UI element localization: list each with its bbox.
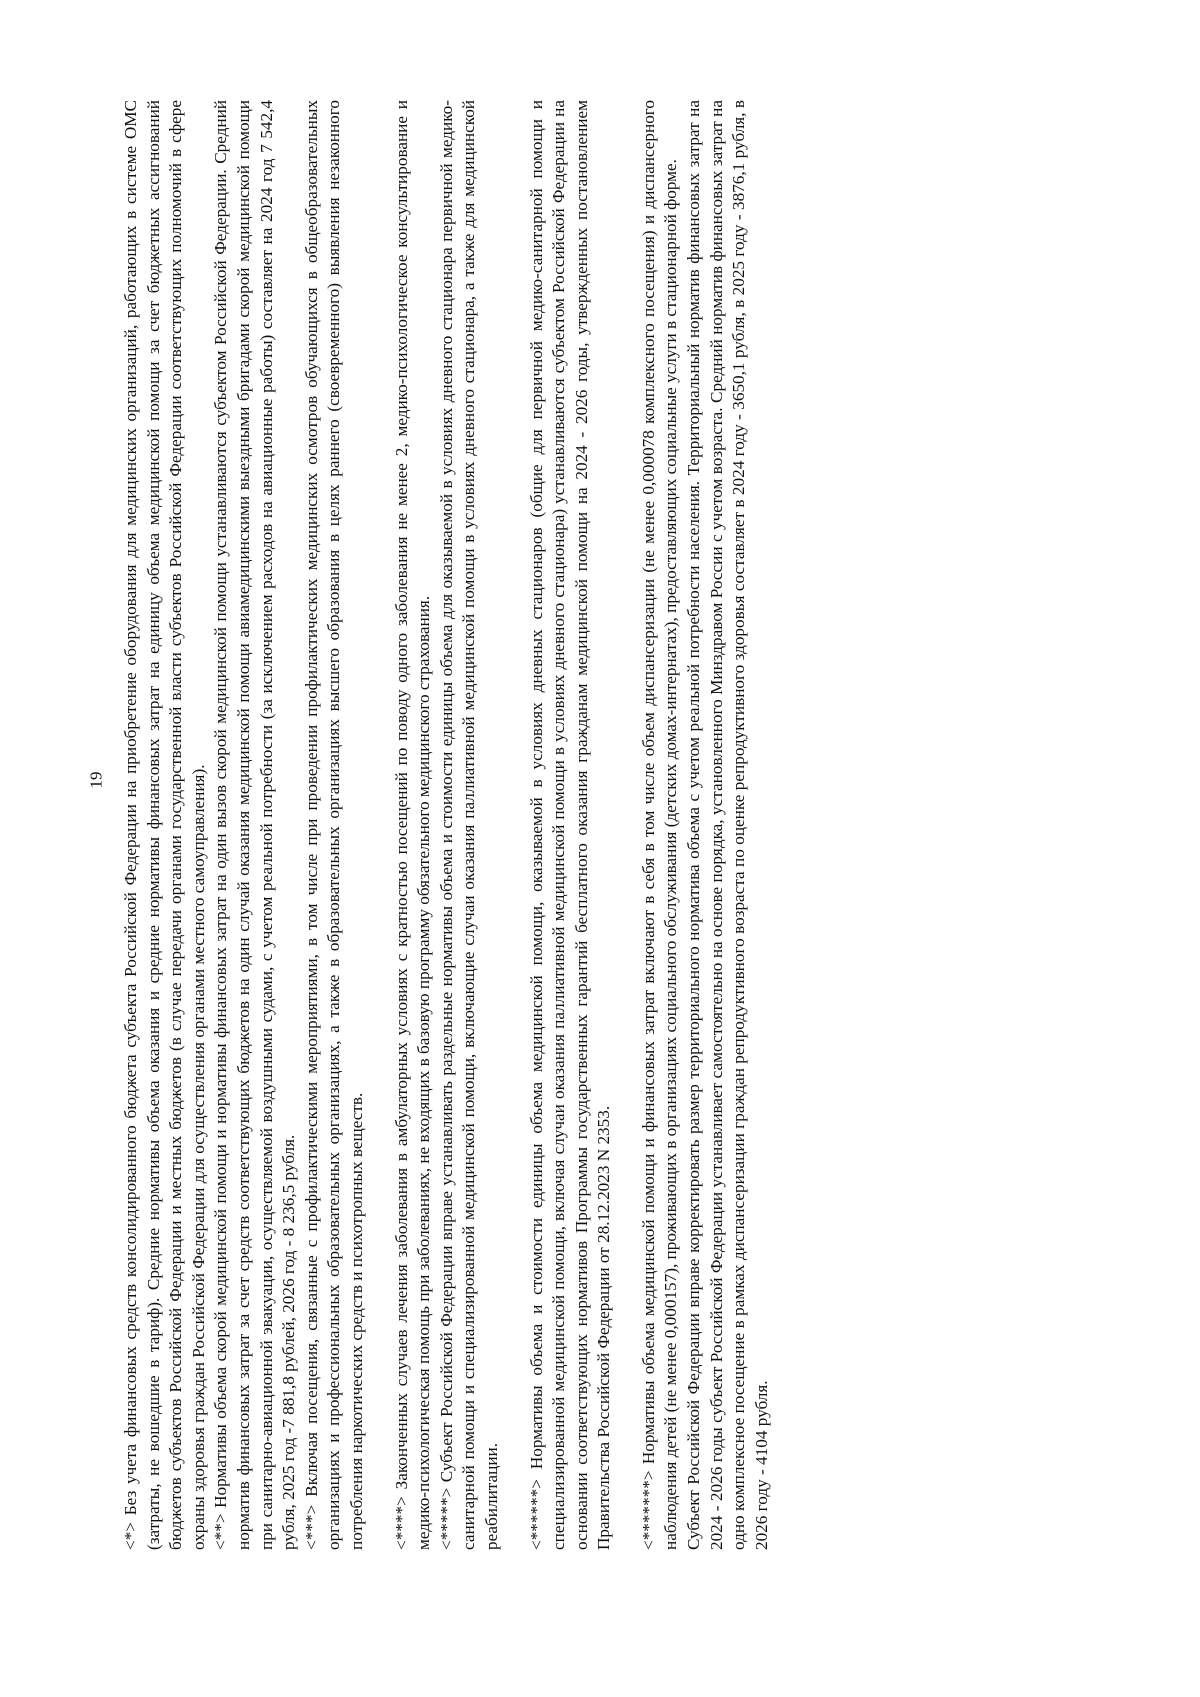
footnote-marker: <***>: [301, 1504, 321, 1550]
final-paragraph: Субъект Российской Федерации вправе корректировать размер территориального норматива объема с учетом реальной потребности населения. Территориальный норматив финансовых затрат на 2024 - 2026 годы субъект Российской Федерации устанавливает самостоятельно на основе порядка, установленного Минздравом России с учетом возраста. Средний норматив финансовых затрат на одно комплексное посещение в рамках диспансеризации граждан репродуктивного возраста по оценке репродуктивного здоровья составляет в 2024 году - 3650,1 рубля, в 2025 году - 3876,1 рубля, в 2026 году - 4104 рубля.: [684, 100, 771, 1550]
page-number: 19: [86, 771, 106, 789]
footnotes-block: [120, 100, 1060, 1550]
footnote-text: Субъект Российской Федерации вправе устанавливать раздельные нормативы объема и стоимости единицы объема для оказываемой в условиях дневного стационара первичной медико-санитарной помощи и специализированной медицинской помощи, включающие случаи оказания паллиативной медицинской помощи в условиях дневного стационара, а также для медицинской реабилитации.: [436, 99, 501, 1550]
footnote-marker: <*>: [121, 1522, 140, 1550]
footnote-text: Без учета финансовых средств консолидированного бюджета субъекта Российской Федерации на приобретение оборудования для медицинских организаций, работающих в системе ОМС (затраты, не вошедшие в тариф). Средние нормативы объема оказания и средние нормативы финансовых затрат на единицу объема медицинской помощи за счет бюджетных ассигнований бюджетов субъектов Российской Федерации и местных бюджетов (в случае передачи органами государственной власти субъектов Российской Федерации соответствующих полномочий в сфере охраны здоровья граждан Российской Федерации для осуществления органами местного самоуправления).: [121, 99, 208, 1550]
footnote-7: [638, 100, 683, 1550]
footnote-marker: <**>: [211, 1513, 231, 1550]
footnote-marker: <****>: [391, 1496, 411, 1550]
footnote-2: [210, 100, 300, 1550]
footnote-6: [526, 100, 616, 1550]
footnote-4: [391, 100, 436, 1550]
footnote-text: Законченных случаев лечения заболевания в амбулаторных условиях с кратностью посещений по поводу одного заболевания не менее 2, медико-психологическое консультирование и медико-психологическая помощь при заболеваниях, не входящих в базовую программу обязательного медицинского страхования.: [391, 99, 434, 1550]
footnote-5: [436, 100, 504, 1550]
footnote-text: Нормативы объема и стоимости единицы объема медицинской помощи, оказываемой в условиях дневных стационаров (общие для первичной медико-санитарной помощи и специализированной медицинской помощи, включая случаи оказания паллиативной медицинской помощи в условиях дневного стационара) устанавливаются субъектом Российской Федерации на основании соответствующих нормативов Программы государственных гарантий бесплатного оказания гражданам медицинской помощи на 2024 - 2026 годы, утвержденных постановлением Правительства Российской Федерации от 28.12.2023 N 2353.: [526, 99, 614, 1550]
footnote-marker: <******>: [526, 1479, 546, 1550]
footnote-text: Нормативы объема скорой медицинской помощи и нормативы финансовых затрат на один вызов скорой медицинской помощи устанавливаются субъектом Российской Федерации. Средний норматив финансовых затрат за счет средств соответствующих бюджетов на один случай оказания медицинской помощи авиамедицинскими выездными бригадами скорой медицинской помощи при санитарно-авиационной эвакуации, осуществляемой воздушными судами, с учетом реальной потребности (за исключением расходов на авиационные работы) составляет на 2024 год 7 542,4 рубля, 2025 год -7 881,8 рублей, 2026 год - 8 236,5 рубля.: [211, 99, 299, 1550]
footnote-1: [120, 100, 210, 1550]
footnote-text: Включая посещения, связанные с профилактическими мероприятиями, в том числе при проведении профилактических медицинских осмотров обучающихся в общеобразовательных организациях и профессиональных образовательных организациях, а также в образовательных организациях высшего образования в целях раннего (своевременного) выявления незаконного потребления наркотических средств и психотропных веществ.: [301, 100, 366, 1550]
footnote-marker: <*****>: [436, 1487, 456, 1550]
footnote-marker: <*******>: [638, 1470, 658, 1550]
footnote-3: [301, 100, 369, 1550]
footnote-text: Нормативы объема медицинской помощи и финансовых затрат включают в себя в том числе объем диспансеризации (не менее 0,000078 комплексного посещения) и диспансерного наблюдения детей (не менее 0,000157), проживающих в организациях социального обслуживания (детских домах-интернатах), предоставляющих социальные услуги в стационарной форме.: [638, 100, 681, 1550]
